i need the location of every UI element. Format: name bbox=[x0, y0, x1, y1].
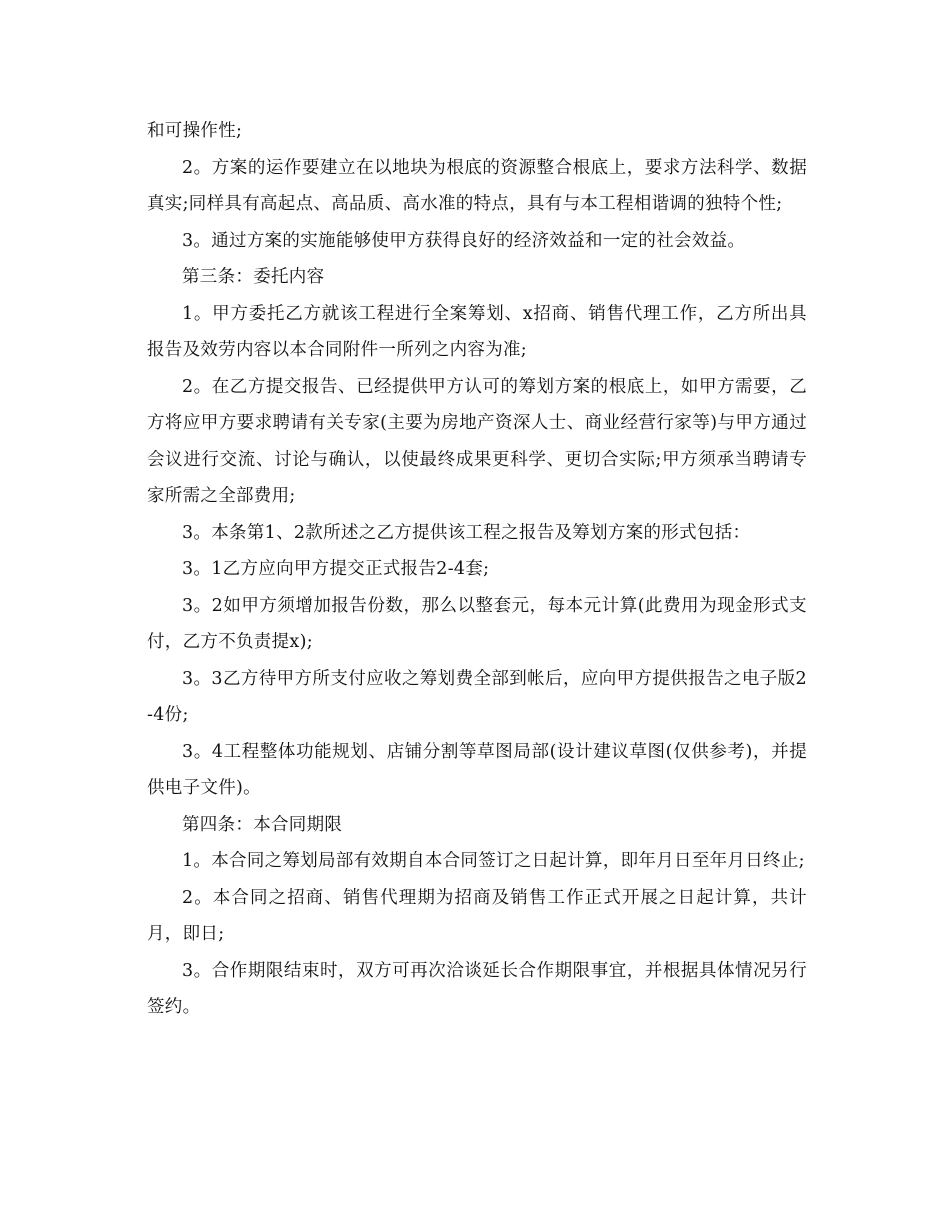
paragraph-article-3-item-3-1: 3。1乙方应向甲方提交正式报告2-4套; bbox=[182, 559, 490, 579]
document-body bbox=[147, 113, 807, 1026]
paragraph-article-3-item-3-4: 3。4工程整体功能规划、店铺分割等草图局部(设计建议草图(仅供参考)，并提供电子文件)。 bbox=[147, 741, 807, 798]
paragraph-article-4-item-1: 1。本合同之筹划局部有效期自本合同签订之日起计算，即年月日至年月日终止; bbox=[182, 851, 805, 871]
paragraph-article-4-item-2: 2。本合同之招商、销售代理期为招商及销售工作正式开展之日起计算，共计月，即日; bbox=[147, 887, 807, 944]
paragraph-item-3: 3。通过方案的实施能够使甲方获得良好的经济效益和一定的社会效益。 bbox=[182, 230, 746, 251]
section-heading-article-4: 第四条：本合同期限 bbox=[182, 814, 343, 835]
paragraph-article-3-item-3-2: 3。2如甲方须增加报告份数，那么以整套元，每本元计算(此费用为现金形式支付，乙方不负责提x); bbox=[147, 595, 807, 652]
section-heading-article-3: 第三条：委托内容 bbox=[182, 267, 325, 287]
paragraph-article-4-item-3: 3。合作期限结束时，双方可再次洽谈延长合作期限事宜，并根据具体情况另行签约。 bbox=[147, 960, 807, 1017]
paragraph-article-3-item-3: 3。本条第1、2款所述之乙方提供该工程之报告及筹划方案的形式包括： bbox=[182, 522, 751, 543]
paragraph-article-3-item-1: 1。甲方委托乙方就该工程进行全案筹划、x招商、销售代理工作，乙方所出具报告及效劳内容以本合同附件一所列之内容为准; bbox=[147, 303, 807, 360]
paragraph-continuation: 和可操作性; bbox=[147, 121, 243, 141]
paragraph-item-2: 2。方案的运作要建立在以地块为根底的资源整合根底上，要求方法科学、数据真实;同样具有高起点、高品质、高水准的特点，具有与本工程相谐调的独特个性; bbox=[147, 157, 807, 214]
paragraph-article-3-item-2: 2。在乙方提交报告、已经提供甲方认可的筹划方案的根底上，如甲方需要，乙方将应甲方要求聘请有关专家(主要为房地产资深人士、商业经营行家等)与甲方通过会议进行交流、讨论与确认，以使最终成果更科学、更切合实际;甲方须承当聘请专家所需之全部费用; bbox=[147, 376, 807, 506]
paragraph-article-3-item-3-3: 3。3乙方待甲方所支付应收之筹划费全部到帐后，应向甲方提供报告之电子版2-4份; bbox=[147, 668, 807, 725]
